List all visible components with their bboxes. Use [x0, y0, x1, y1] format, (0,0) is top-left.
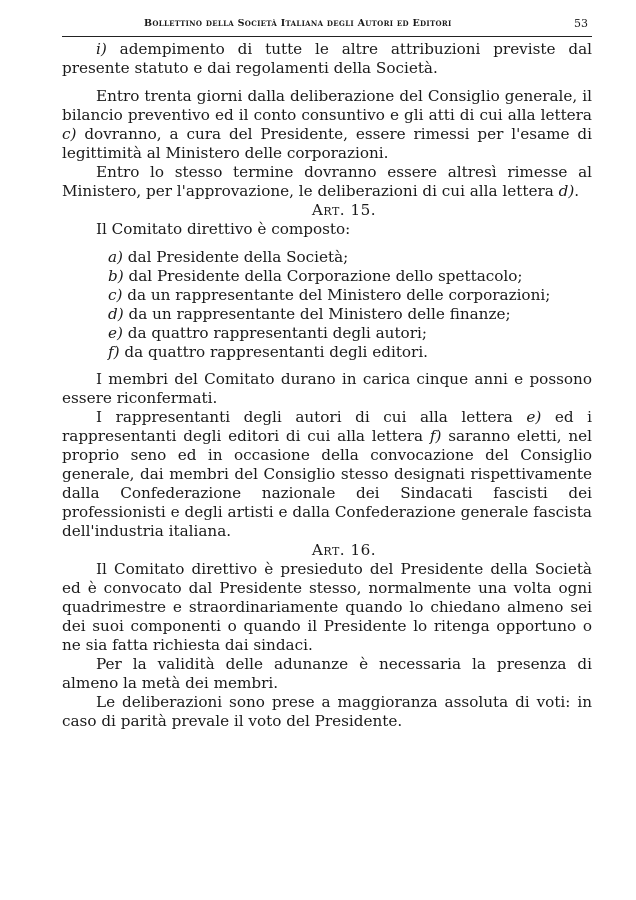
running-header — [62, 14, 592, 37]
item-text: da un rappresentante del Ministero delle corporazioni; — [122, 286, 551, 304]
letter-ref: d) — [558, 182, 575, 200]
list-item — [62, 324, 592, 343]
text-run: saranno eletti, nel proprio seno ed in occasione della convocazione del Consiglio generale, dai membri del Consiglio stesso designati rispettivamente dalla Confederazione nazionale dei Sindacati fascisti dei professionisti e degli artisti e dalla Confederazione generale fascista dell'industria italiana. — [62, 427, 592, 540]
text-run: I rappresentanti degli autori di cui alla lettera — [96, 408, 527, 426]
item-letter: i) — [96, 40, 107, 58]
presieduto-paragraph: Il Comitato direttivo è presieduto del Presidente della Società ed è convocato dal Presidente stesso, normalmente una volta ogni quadrimestre e straordinariamente quando lo chiedano almeno sei dei suoi componenti o quando il Presidente lo ritenga opportuno o ne sia fatta richiesta dai sindaci. — [62, 560, 592, 654]
item-text: adempimento di tutte le altre attribuzioni previste dal presente statuto e dai regolamenti della Società. — [62, 40, 592, 77]
item-letter: e) — [108, 324, 123, 342]
letter-ref: f) — [429, 427, 442, 445]
item-text: da un rappresentante del Ministero delle finanze; — [123, 305, 511, 323]
item-letter: d) — [108, 305, 124, 323]
text-run: Entro trenta giorni dalla deliberazione del Consiglio generale, il bilancio preventivo ed il conto consuntivo e gli atti di cui alla lettera — [62, 87, 592, 124]
list-item — [62, 305, 592, 324]
validita-paragraph: Per la validità delle adunanze è necessaria la presenza di almeno la metà dei membri. — [62, 655, 592, 692]
deliberazioni-paragraph: Le deliberazioni sono prese a maggioranza assoluta di voti: in caso di parità prevale il voto del Presidente. — [62, 693, 592, 730]
list-item — [62, 267, 592, 286]
letter-ref: c) — [62, 125, 77, 143]
text-run: dovranno, a cura del Presidente, essere rimessi per l'esame di legittimità al Ministero delle corporazioni. — [62, 125, 592, 162]
bilancio-paragraph — [62, 87, 592, 163]
rappresentanti-paragraph — [62, 408, 592, 541]
item-text: dal Presidente della Corporazione dello spettacolo; — [123, 267, 523, 285]
item-letter: b) — [108, 267, 124, 285]
item-letter: a) — [108, 248, 123, 266]
art15-lead: Il Comitato direttivo è composto: — [96, 220, 351, 238]
text-run: Entro lo stesso termine dovranno essere altresì rimesse al Ministero, per l'approvazione, le deliberazioni di cui alla lettera — [62, 163, 592, 200]
item-text: da quattro rappresentanti degli editori. — [119, 343, 429, 361]
journal-title: Bollettino della Società Italiana degli Autori ed Editori — [144, 18, 452, 29]
text-run: ed i rappresentanti degli editori di cui alla lettera — [62, 408, 592, 445]
letter-ref: e) — [526, 408, 542, 426]
page-number: 53 — [574, 17, 588, 30]
list-item — [62, 343, 592, 362]
text-run: . — [574, 182, 580, 200]
article-16-heading: Art. 16. — [311, 541, 377, 559]
item-letter: c) — [108, 286, 123, 304]
composition-list — [62, 248, 592, 362]
item-i-paragraph — [62, 40, 592, 78]
list-item — [62, 286, 592, 305]
item-letter: f) — [108, 343, 120, 361]
list-item — [62, 248, 592, 267]
item-text: da quattro rappresentanti degli autori; — [122, 324, 427, 342]
durata-paragraph: I membri del Comitato durano in carica cinque anni e possono essere riconfermati. — [62, 370, 592, 407]
termine-paragraph — [62, 163, 592, 201]
page-body — [62, 40, 592, 731]
item-text: dal Presidente della Società; — [122, 248, 349, 266]
article-15-heading: Art. 15. — [311, 201, 377, 219]
